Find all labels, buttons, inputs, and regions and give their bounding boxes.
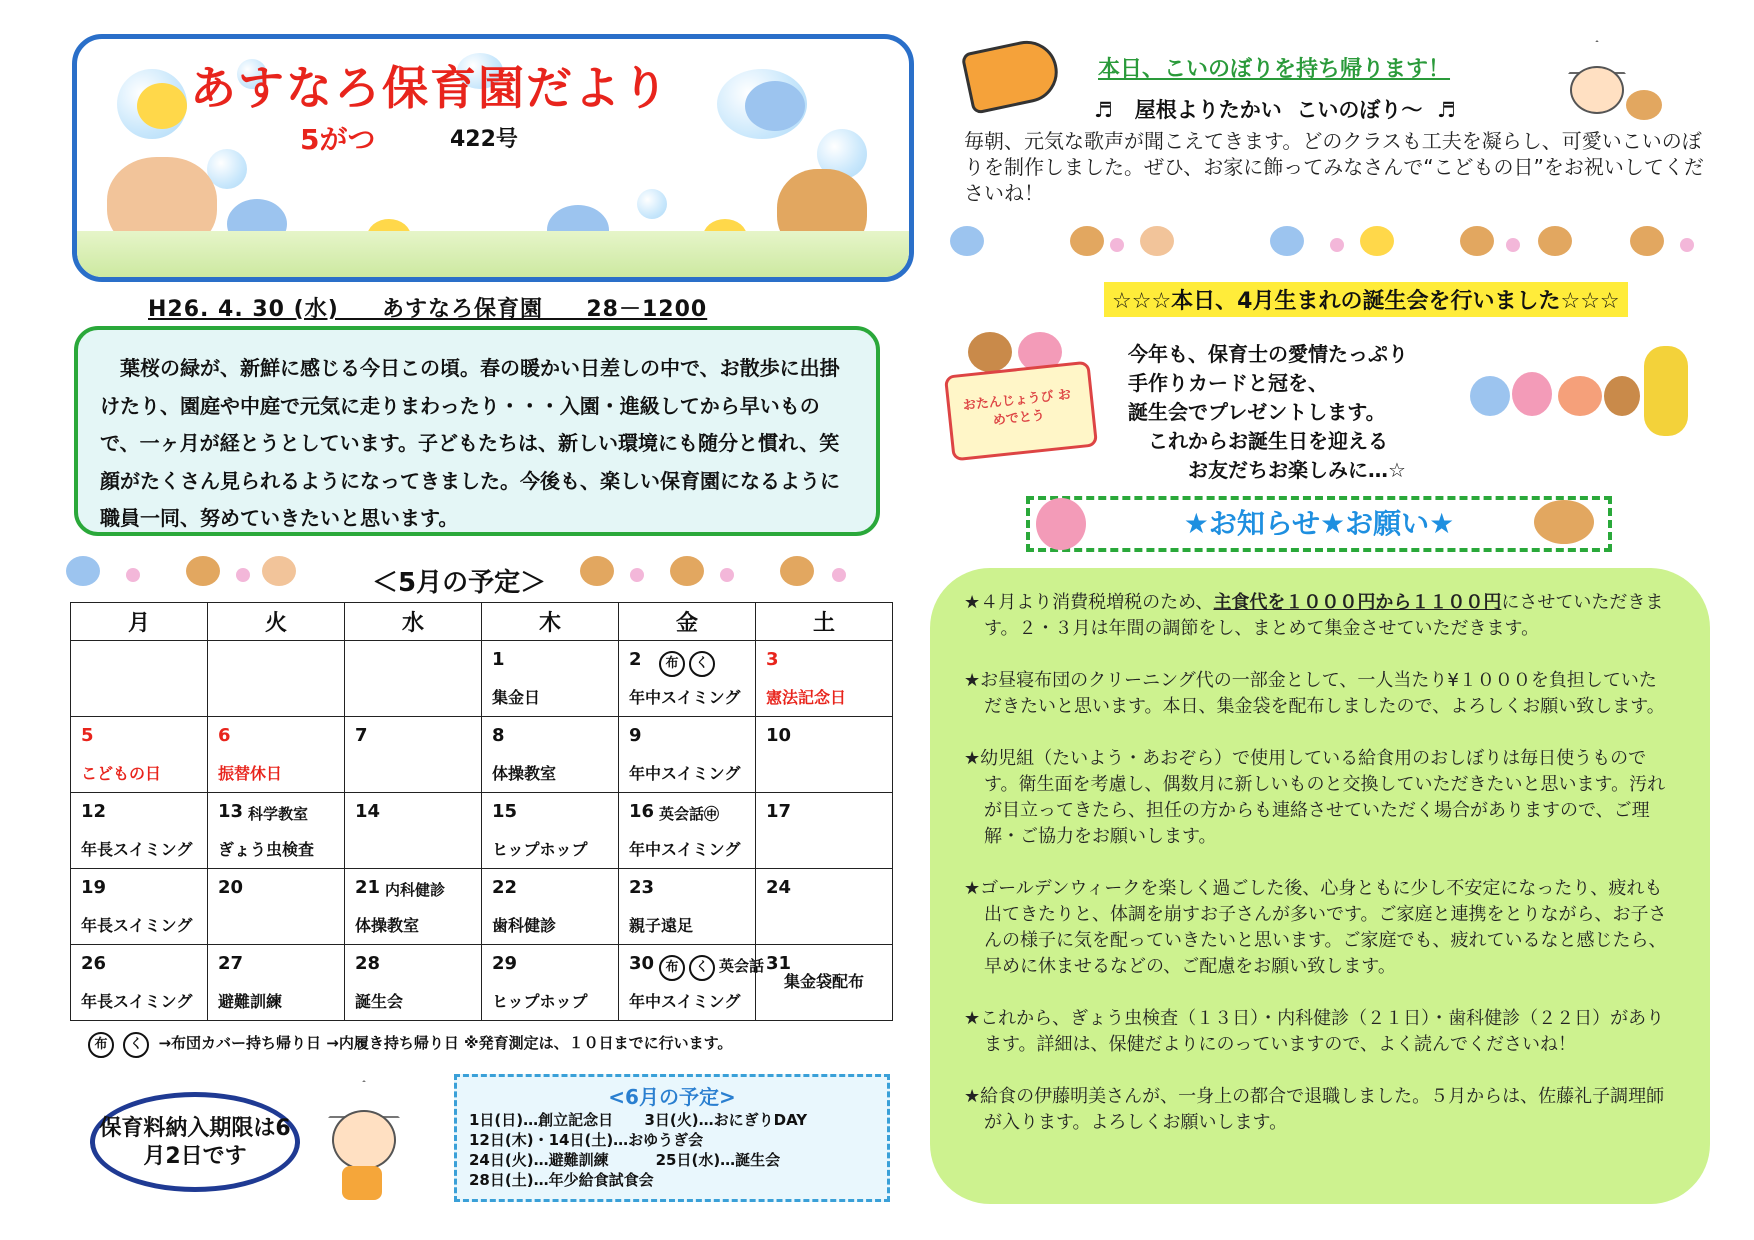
koinobori-icon: [961, 35, 1064, 115]
june-schedule-title: <6月の予定>: [608, 1085, 736, 1109]
mouse-icon: [950, 226, 984, 256]
may-schedule-heading: ＜5月の予定＞: [372, 568, 547, 598]
animal-decoration-left: [66, 552, 366, 592]
calendar-day-cell: [619, 869, 756, 945]
calendar-week-row: [71, 717, 893, 793]
notice-item: [964, 590, 1670, 642]
calendar-day-cell: [208, 869, 345, 945]
flower-icon: [126, 568, 140, 582]
calendar-weekday-row: [71, 603, 893, 641]
day-event: 年中スイミング: [629, 688, 741, 707]
monkey-icon: [1460, 226, 1494, 256]
day-side-note: [659, 955, 764, 981]
calendar-day-cell: [345, 641, 482, 717]
day-number: 17: [766, 801, 792, 822]
calendar-legend: [88, 1032, 732, 1058]
calendar-day-cell: [345, 869, 482, 945]
notice-item: ★幼児組（たいよう・あおぞら）で使用している給食用のおしぼりは毎日使うものです。衛生面を考慮し、偶数月に新しいものと交換していただきたいと思います。汚れが目立ってきたら、担任の方からも連絡させていただく場合がありますので、ご理解・ご協力をお願いします。: [964, 748, 1666, 847]
calendar-day-cell: [482, 793, 619, 869]
calendar-day-cell: [71, 641, 208, 717]
day-number: 1: [492, 649, 505, 670]
day-event: 振替休日: [218, 764, 283, 783]
calendar-day-cell: [482, 945, 619, 1021]
day-side-note: [659, 651, 719, 677]
calendar-day-cell: [482, 641, 619, 717]
notice-item: ★給食の伊藤明美さんが、一身上の都合で退職しました。５月からは、佐藤礼子調理師が入ります。よろしくお願いします。: [964, 1086, 1665, 1133]
weekday-header: 水: [345, 603, 482, 641]
grass-decoration: [77, 231, 909, 277]
flower-icon: [1680, 238, 1694, 252]
day-number: 12: [81, 801, 107, 822]
calendar-body: [71, 641, 893, 1021]
side-note-text: 英会話㊥: [659, 805, 720, 823]
june-schedule-line: 24日(火)…避難訓練 25日(水)…誕生会: [469, 1151, 781, 1169]
day-event: 年中スイミング: [629, 764, 741, 783]
day-number: 26: [81, 953, 107, 974]
monkey-icon: [1070, 226, 1104, 256]
flower-icon: [1330, 238, 1344, 252]
calendar-week-row: [71, 793, 893, 869]
day-number: 19: [81, 877, 107, 898]
koinobori-title: 本日、こいのぼりを持ち帰ります！: [1098, 57, 1451, 82]
june-schedule-line: 1日(日)…創立記念日 3日(火)…おにぎりDAY: [469, 1111, 808, 1129]
day-number: 13: [218, 801, 244, 822]
calendar-day-cell: [71, 717, 208, 793]
calendar-week-row: [71, 945, 893, 1021]
calendar-day-cell: [756, 793, 893, 869]
calendar-day-cell: [482, 869, 619, 945]
fee-deadline-bubble: 保育料納入期限は6月2日です: [90, 1092, 300, 1192]
calendar-day-cell: [208, 793, 345, 869]
day-number: 31: [766, 953, 792, 974]
day-number: 16: [629, 801, 655, 822]
day-event: 年中スイミング: [629, 840, 741, 859]
calendar-day-cell: [71, 945, 208, 1021]
shoe-mark-icon: く: [689, 651, 715, 677]
rabbit-icon: [1036, 498, 1086, 550]
calendar-day-cell: [71, 869, 208, 945]
june-schedule-line: 28日(土)…年少給食試食会: [469, 1171, 654, 1189]
day-number: 21: [355, 877, 381, 898]
day-number: 23: [629, 877, 655, 898]
rabbit-icon: [1140, 226, 1174, 256]
monkey-icon: [580, 556, 614, 586]
monkey-icon: [1534, 500, 1594, 544]
calendar-day-cell: [619, 641, 756, 717]
notice-item: ★お昼寝布団のクリーニング代の一部金として、一人当たり¥１０００を負担していただきたいと思います。本日、集金袋を配布しましたので、よろしくお願い致します。: [964, 670, 1665, 717]
intro-text: 葉桜の緑が、新鮮に感じる今日この頃。春の暖かい日差しの中で、お散歩に出掛けたり、園庭や中庭で元気に走りまわったり・・・入園・進級してから早いもので、一ヶ月が経とうとしています。子どもたちは、新しい環境にも随分と慣れ、笑顔がたくさん見られるようになってきました。今後も、楽しい保育園になるように職員一同、努めていきたいと思います。: [100, 356, 840, 530]
notice-text: ★４月より消費税増税のため、: [964, 592, 1214, 613]
day-number: 3: [766, 649, 779, 670]
birthday-card-label: おたんじょうび おめでとう: [962, 387, 1072, 429]
flower-icon: [720, 568, 734, 582]
calendar-day-cell: [345, 717, 482, 793]
day-number: 15: [492, 801, 518, 822]
calendar-day-cell: [345, 945, 482, 1021]
birthday-banner: ☆☆☆本日、4月生まれの誕生会を行いました☆☆☆: [1104, 282, 1628, 317]
birthday-card-icon: [948, 332, 1088, 462]
calendar-day-cell: [756, 945, 893, 1021]
day-number: 10: [766, 725, 792, 746]
calendar-day-cell: [208, 717, 345, 793]
day-number: 29: [492, 953, 518, 974]
side-note-text: 科学教室: [248, 805, 309, 823]
calendar-day-cell: [756, 717, 893, 793]
child-and-dog-icon: [1564, 40, 1664, 124]
flower-icon: [236, 568, 250, 582]
day-event: 歯科健診: [492, 916, 557, 935]
notice-header-box: [1026, 496, 1612, 552]
newsletter-title: あすなろ保育園だより: [190, 61, 670, 115]
intro-box: [74, 326, 880, 536]
calendar-day-cell: [756, 869, 893, 945]
day-event: 集金袋配布: [784, 972, 865, 991]
day-event: 年長スイミング: [81, 840, 193, 859]
monkey-icon: [1630, 226, 1664, 256]
day-number: 30: [629, 953, 655, 974]
issue-month: 5がつ: [300, 123, 376, 156]
day-number: 20: [218, 877, 244, 898]
day-side-note: [659, 803, 719, 824]
day-side-note: [248, 803, 308, 824]
chick-icon: [137, 83, 187, 129]
shoe-mark-icon: く: [123, 1032, 149, 1058]
flower-icon: [832, 568, 846, 582]
birthday-animals-icon: [1470, 346, 1700, 446]
calendar-day-cell: [208, 641, 345, 717]
monkey-icon: [780, 556, 814, 586]
child-kabuto-icon: [322, 1080, 402, 1200]
animal-decoration-right: [580, 552, 880, 592]
weekday-header: 木: [482, 603, 619, 641]
day-number: 22: [492, 877, 518, 898]
day-event: 避難訓練: [218, 992, 283, 1011]
monkey-icon: [670, 556, 704, 586]
day-event: 親子遠足: [629, 916, 694, 935]
legend-text: →布団カバー持ち帰り日 →内履き持ち帰り日 ※発育測定は、１０日までに行います。: [158, 1034, 733, 1052]
weekday-header: 金: [619, 603, 756, 641]
side-note-text: 英会話: [719, 957, 765, 975]
day-number: 8: [492, 725, 505, 746]
day-number: 14: [355, 801, 381, 822]
notice-list: [930, 568, 1710, 1204]
day-event: 集金日: [492, 688, 541, 707]
mouse-icon: [66, 556, 100, 586]
may-calendar: [70, 602, 893, 1021]
calendar-day-cell: [71, 793, 208, 869]
bubble-illustration: [637, 189, 667, 219]
birthday-text: 今年も、保育士の愛情たっぷり 手作りカードと冠を、 誕生会でプレゼントします。 これからお誕生日を迎える お友だちお楽しみに…☆: [1128, 342, 1408, 482]
day-event: 年長スイミング: [81, 992, 193, 1011]
day-event: 年長スイミング: [81, 916, 193, 935]
flower-icon: [1110, 238, 1124, 252]
june-schedule-box: [454, 1074, 890, 1202]
weekday-header: 月: [71, 603, 208, 641]
calendar-day-cell: [345, 793, 482, 869]
calendar-week-row: [71, 869, 893, 945]
weekday-header: 火: [208, 603, 345, 641]
animal-decoration-row: [950, 224, 1710, 264]
day-number: 24: [766, 877, 792, 898]
mouse-icon: [1270, 226, 1304, 256]
calendar-day-cell: [756, 641, 893, 717]
flower-icon: [1506, 238, 1520, 252]
chick-icon: [1360, 226, 1394, 256]
day-number: 2: [629, 649, 642, 670]
notice-emphasis: 主食代を１０００円から１１００円: [1213, 592, 1502, 613]
day-event: 誕生会: [355, 992, 404, 1011]
day-number: 5: [81, 725, 94, 746]
day-event: 体操教室: [355, 916, 420, 935]
day-event: 体操教室: [492, 764, 557, 783]
monkey-icon: [1538, 226, 1572, 256]
day-event: こどもの日: [81, 764, 162, 783]
june-schedule-line: 12日(木)・14日(土)…おゆうぎ会: [469, 1131, 704, 1149]
notice-title: ★お知らせ★お願い★: [1183, 507, 1455, 540]
monkey-icon: [186, 556, 220, 586]
shoe-mark-icon: く: [689, 955, 715, 981]
koinobori-song: ♬ 屋根よりたかい こいのぼり～ ♬: [1094, 98, 1456, 122]
day-event: ヒップホップ: [492, 840, 588, 859]
rabbit-icon: [262, 556, 296, 586]
mouse-icon: [745, 81, 805, 131]
calendar-day-cell: [482, 717, 619, 793]
day-number: 28: [355, 953, 381, 974]
day-number: 7: [355, 725, 368, 746]
koinobori-text: 毎朝、元気な歌声が聞こえてきます。どのクラスも工夫を凝らし、可愛いこいのぼりを制作しました。ぜひ、お家に飾ってみなさんで“こどもの日”をお祝いしてくださいね！: [964, 129, 1704, 205]
calendar-day-cell: [619, 793, 756, 869]
day-side-note: [385, 879, 445, 900]
calendar-day-cell: [208, 945, 345, 1021]
day-number: 27: [218, 953, 244, 974]
calendar-day-cell: [619, 717, 756, 793]
weekday-header: 土: [756, 603, 893, 641]
day-event: ぎょう虫検査: [218, 840, 315, 859]
notice-item: ★これから、ぎょう虫検査（１３日）・内科健診（２１日）・歯科健診（２２日）があります。詳細は、保健だよりにのっていますので、よく読んでくださいね！: [964, 1008, 1665, 1055]
notice-item: ★ゴールデンウィークを楽しく過ごした後、心身ともに少し不安定になったり、疲れも出てきたりと、体調を崩すお子さんが多いです。ご家庭と連携をとりながら、お子さんの様子に気を配っていきたいと思います。ご家庭でも、疲れているなと感じたら、早めに休ませるなどの、ご配慮をお願い致します。: [964, 878, 1667, 977]
day-event: 憲法記念日: [766, 688, 847, 707]
notice-text: にさせていただきます。２・３月は年間の調節をし、まとめて集金させていただきます。: [984, 592, 1664, 639]
calendar-week-row: [71, 641, 893, 717]
flower-icon: [630, 568, 644, 582]
futon-mark-icon: 布: [659, 955, 685, 981]
futon-mark-icon: 布: [659, 651, 685, 677]
day-number: 9: [629, 725, 642, 746]
dateline: H26. 4. 30 (水) あすなろ保育園 28－1200: [148, 297, 708, 322]
day-number: 6: [218, 725, 231, 746]
day-event: ヒップホップ: [492, 992, 588, 1011]
issue-number: 422号: [450, 127, 518, 152]
calendar-day-cell: [619, 945, 765, 1021]
day-event: 年中スイミング: [629, 992, 741, 1011]
side-note-text: 内科健診: [385, 881, 446, 899]
futon-mark-icon: 布: [88, 1032, 114, 1058]
